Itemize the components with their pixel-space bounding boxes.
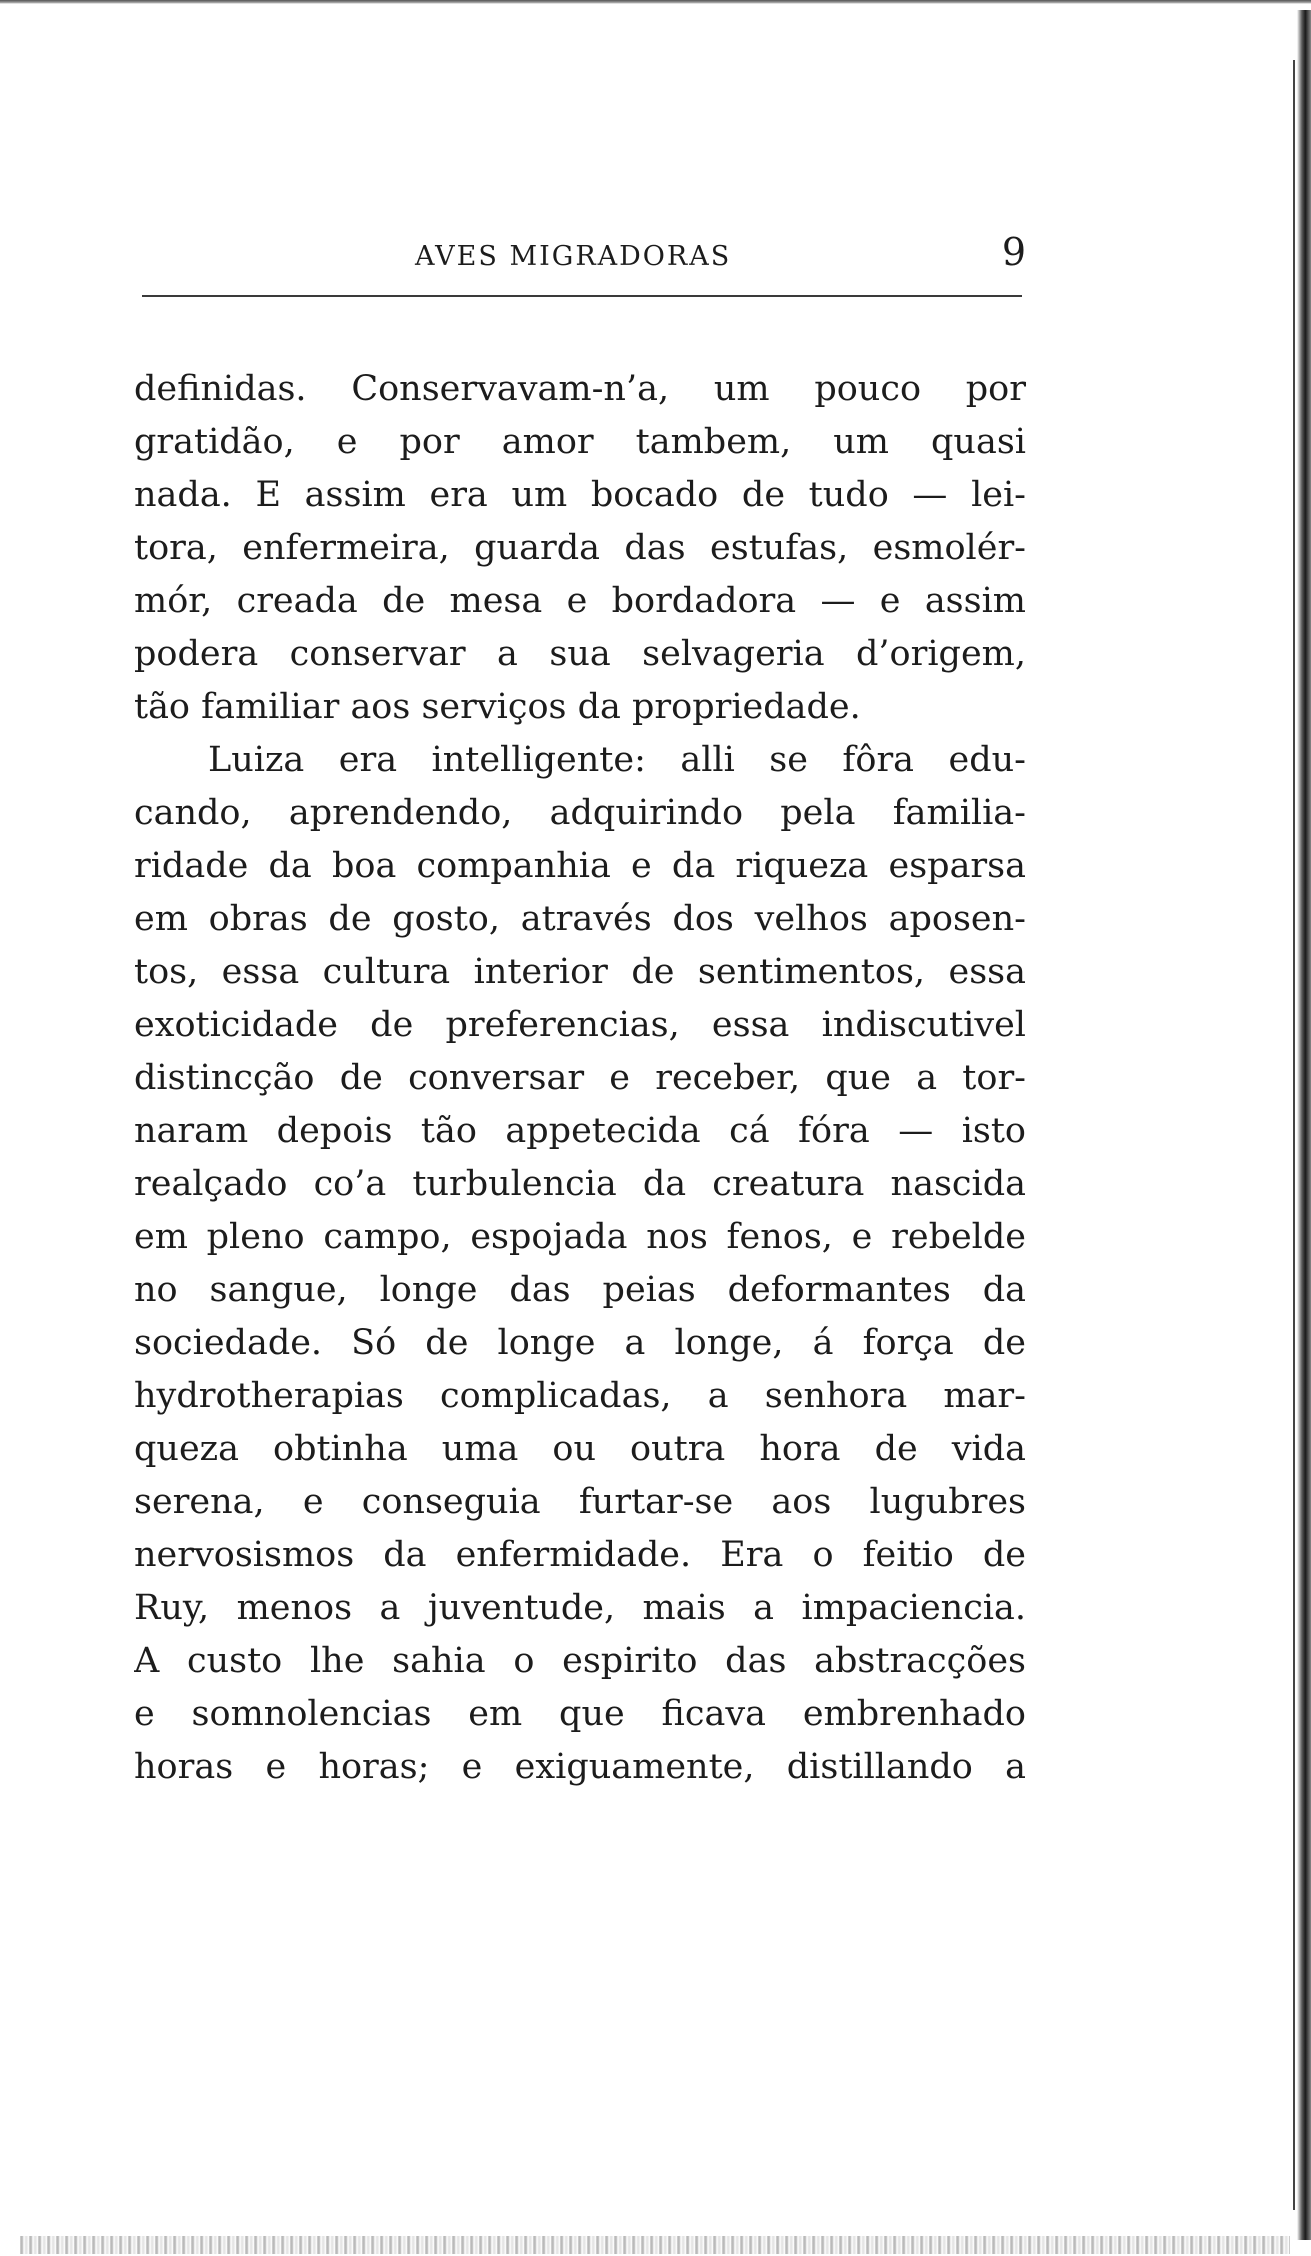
text-line: tora, enfermeira, guarda das estufas, esmolér- [134,528,1026,568]
text-line: nervosismos da enfermidade. Era o feitio de [134,1535,1026,1575]
text-line: nada. E assim era um bocado de tudo — lei- [134,475,1026,515]
page-header [140,228,1026,284]
text-line: serena, e conseguia furtar-se aos lugubres [134,1482,1026,1522]
text-line: mór, creada de mesa e bordadora — e assim [134,581,1026,621]
text-line: em pleno campo, espojada nos fenos, e rebelde [134,1217,1026,1257]
text-line: exoticidade de preferencias, essa indiscutivel [134,1005,1026,1045]
text-line: queza obtinha uma ou outra hora de vida [134,1429,1026,1469]
page-number: 9 [1001,230,1026,274]
text-line: e somnolencias em que ficava embrenhado [134,1694,1026,1734]
text-line: realçado co’a turbulencia da creatura nascida [134,1164,1026,1204]
text-line: sociedade. Só de longe a longe, á força de [134,1323,1026,1363]
text-line: Ruy, menos a juventude, mais a impaciencia. [134,1588,1026,1628]
book-binding-edge [1297,10,1311,2240]
header-rule [142,295,1022,297]
text-line: em obras de gosto, através dos velhos aposen- [134,899,1026,939]
text-line: distincção de conversar e receber, que a tor- [134,1058,1026,1098]
text-line: cando, aprendendo, adquirindo pela familia- [134,793,1026,833]
text-line: definidas. Conservavam-n’a, um pouco por [134,369,1026,409]
text-line: hydrotherapias complicadas, a senhora mar- [134,1376,1026,1416]
running-title: AVES MIGRADORAS [415,241,732,272]
paragraph-start-line: Luiza era intelligente: alli se fôra edu- [208,740,1026,780]
text-line: A custo lhe sahia o espirito das abstracções [134,1641,1026,1681]
text-line: ridade da boa companhia e da riqueza esparsa [134,846,1026,886]
text-line: tos, essa cultura interior de sentimentos, essa [134,952,1026,992]
text-line: podera conservar a sua selvageria d’origem, [134,634,1026,674]
text-line: no sangue, longe das peias deformantes da [134,1270,1026,1310]
page-top-edge [0,0,1311,4]
page-bottom-edge [20,2236,1290,2254]
text-line: gratidão, e por amor tambem, um quasi [134,422,1026,462]
text-line: naram depois tão appetecida cá fóra — isto [134,1111,1026,1151]
page-edge-line [1293,60,1295,2210]
body-text [134,363,1026,1794]
text-line: tão familiar aos serviços da propriedade. [134,687,861,727]
text-line: horas e horas; e exiguamente, distillando a [134,1747,1026,1787]
